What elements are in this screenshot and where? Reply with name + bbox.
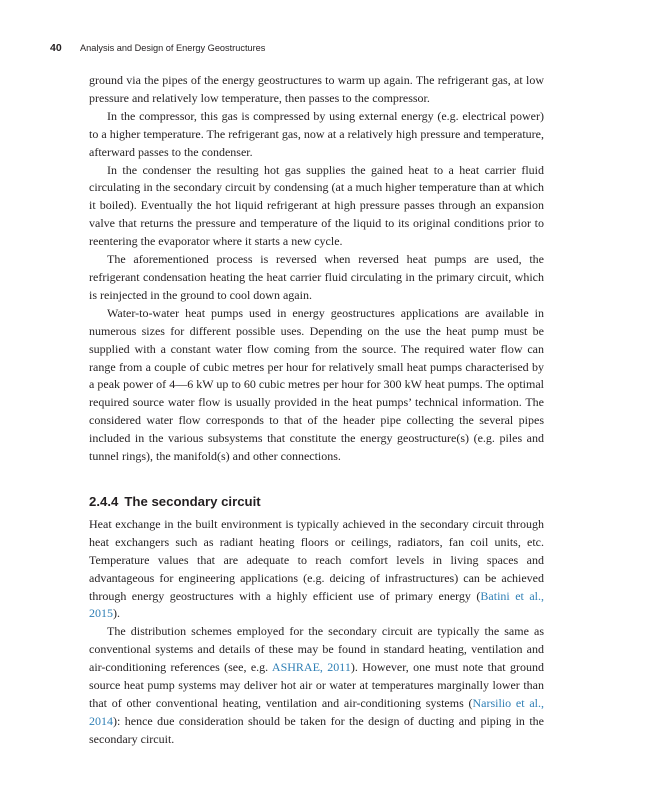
paragraph-text: The distribution schemes employed for the secondary circuit are typically the same as conventional systems and details of these may be found in standard heating, ventilation and air-conditioning references (see, e.g. <box>89 624 544 675</box>
paragraph <box>89 516 544 623</box>
paragraph: ground via the pipes of the energy geostructures to warm up again. The refrigerant gas, at low pressure and relatively low temperature, then passes to the compressor. <box>89 73 544 105</box>
running-title: Analysis and Design of Energy Geostructures <box>80 43 266 53</box>
paragraph-text: Heat exchange in the built environment is typically achieved in the secondary circuit through heat exchangers such as radiant heating floors or ceilings, radiators, fan coil units, etc. Temperature values that are adequate to reach comfort levels in living spaces and advantageous for engineering applications (e.g. deicing of infrastructures) can be achieved through energy geostructures with a highly efficient use of primary energy ( <box>89 516 544 603</box>
page-number: 40 <box>50 42 62 54</box>
section-heading <box>89 492 544 512</box>
section-title: The secondary circuit <box>124 493 261 509</box>
paragraph-text: ): hence due consideration should be taken for the design of ducting and piping in the secondary circuit. <box>89 713 544 746</box>
citation-link[interactable]: Batini et al., 2015 <box>89 588 544 621</box>
paragraph <box>89 623 544 748</box>
paragraph-text: ). However, one must note that ground source heat pump systems may deliver hot air or water at temperatures marginally lower than that of other conventional heating, ventilation and air-conditioning systems ( <box>89 660 544 710</box>
body-text <box>89 72 544 749</box>
citation-link[interactable]: Narsilio et al., 2014 <box>89 696 544 728</box>
paragraph-text: ). <box>113 606 120 621</box>
section-number: 2.4.4 <box>89 493 119 509</box>
paragraph: Water-to-water heat pumps used in energy geostructures applications are available in numerous sizes for different possible uses. Depending on the use the heat pump must be supplied with a constant water flow coming from the source. The required water flow can range from a couple of cubic metres per hour for relatively small heat pumps characterised by a peak power of 4—6 kW up to 60 cubic metres per hour for 300 kW heat pumps. The optimal required source water flow is usually provided in the heat pumps’ technical information. The considered water flow corresponds to that of the header pipe collecting the several pipes included in the various subsystems that constitute the energy geostructure(s) (e.g. piles and tunnel rings), the manifold(s) and other connections. <box>89 305 544 464</box>
citation-link[interactable]: ASHRAE, 2011 <box>271 660 351 675</box>
paragraph: The aforementioned process is reversed when reversed heat pumps are used, the refrigerant condensation heating the heat carrier fluid circulating in the primary circuit, which is reinjected in the ground to cool down again. <box>89 252 544 302</box>
paragraph: In the condenser the resulting hot gas supplies the gained heat to a heat carrier fluid circulating in the secondary circuit by condensing (at a much higher temperature than at which it boiled). Eventually the hot liquid refrigerant at high pressure passes through an expansion valve that returns the pressure and temperature of the liquid to its original conditions prior to reentering the evaporator where it starts a new cycle. <box>89 162 544 249</box>
running-header <box>50 41 545 55</box>
paragraph: In the compressor, this gas is compressed by using external energy (e.g. electrical power) to a higher temperature. The refrigerant gas, now at a relatively high pressure and temperature, afterward passes to the condenser. <box>89 108 544 159</box>
